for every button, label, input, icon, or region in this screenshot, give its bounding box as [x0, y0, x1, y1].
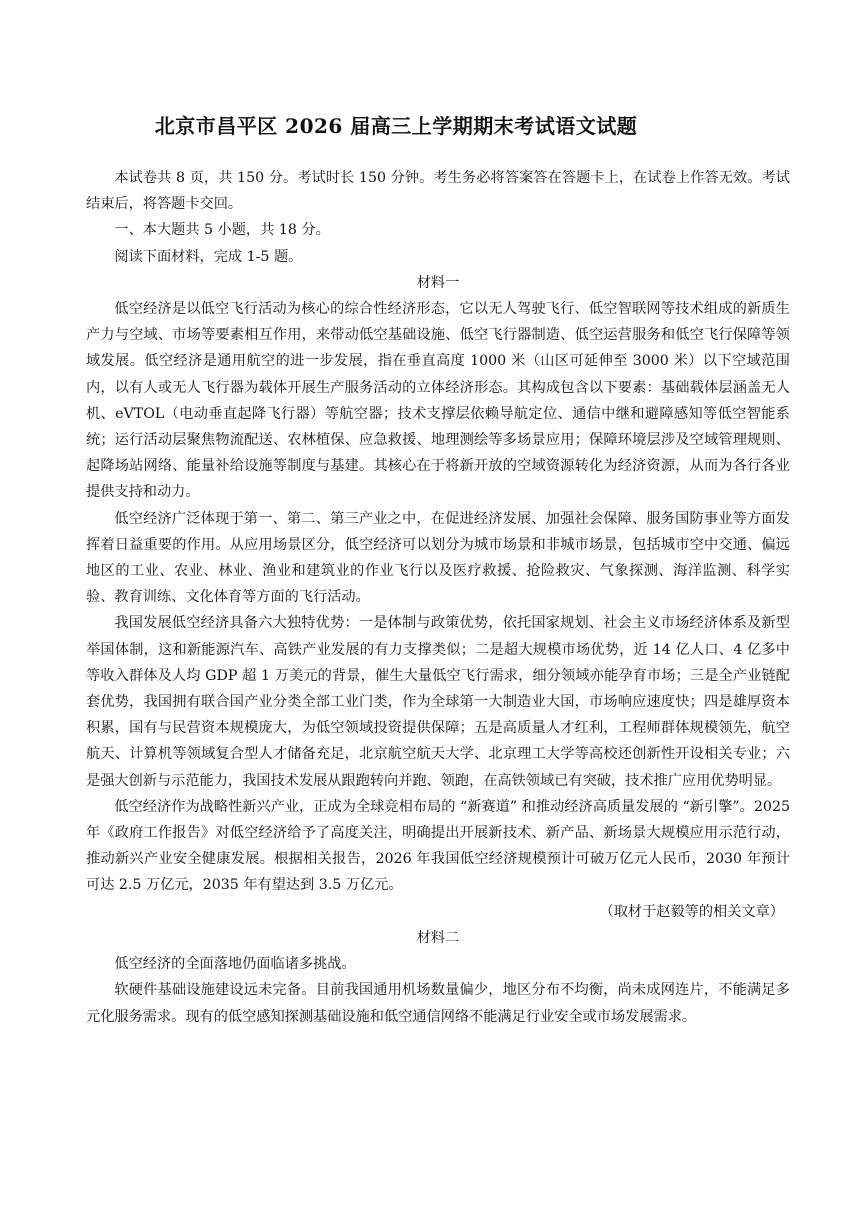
reading-instruction: 阅读下面材料，完成 1-5 题。	[114, 248, 303, 265]
exam-title: 北京市昌平区 2026 届高三上学期期末考试语文试题	[154, 114, 638, 138]
material-one-paragraph-3: 我国发展低空经济具备六大独特优势：一是体制与政策优势，依托国家规划、社会主义市场经济体系及新型举国体制，这和新能源汽车、高铁产业发展的有力支撑类似；二是超大规模市场优势，近 14 亿人口、4 亿多中等收入群体及人均 GDP 超 1 万美元的背景，催生大量低空飞行需求，细分领域亦能孕育市场；三是全产业链配套优势，我国拥有联合国产业分类全部工业门类，作为全球第一大制造业大国，市场响应速度快；四是雄厚资本积累，国有与民营资本规模庞大，为低空领域投资提供保障；五是高质量人才红利，工程师群体规模领先，航空航天、计算机等领域复合型人才储备充足，北京航空航天大学、北京理工大学等高校还创新性开设相关专业；六是强大创新与示范能力，我国技术发展从跟跑转向并跑、领跑，在高铁领域已有突破，技术推广应用优势明显。	[86, 615, 790, 789]
material-one-source: （取材于赵毅等的相关文章）	[599, 903, 784, 920]
section-heading: 一、本大题共 5 小题，共 18 分。	[114, 222, 330, 239]
material-two-paragraph-2: 软硬件基础设施建设远未完备。目前我国通用机场数量偏少，地区分布不均衡，尚未成网连片，不能满足多元化服务需求。现有的低空感知探测基础设施和低空通信网络不能满足行业安全或市场发展需求。	[86, 982, 790, 1025]
material-one-paragraph-4: 低空经济作为战略性新兴产业，正成为全球竞相布局的 “新赛道” 和推动经济高质量发展的 “新引擎”。2025 年《政府工作报告》对低空经济给予了高度关注，明确提出开展新技术、新产品、新场景大规模应用示范行动，推动新兴产业安全健康发展。根据相关报告，2026 年我国低空经济规模预计可破万亿元人民币，2030 年预计可达 2.5 万亿元，2035 年有望达到 3.5 万亿元。	[86, 798, 790, 894]
material-two-heading: 材料二	[416, 929, 460, 946]
exam-body	[86, 165, 790, 1030]
material-one-heading: 材料一	[416, 274, 460, 291]
material-one-paragraph-1: 低空经济是以低空飞行活动为核心的综合性经济形态，它以无人驾驶飞行、低空智联网等技术组成的新质生产力与空域、市场等要素相互作用，来带动低空基础设施、低空飞行器制造、低空运营服务和低空飞行保障等领域发展。低空经济是通用航空的进一步发展，指在垂直高度 1000 米（山区可延伸至 3000 米）以下空域范围内，以有人或无人飞行器为载体开展生产服务活动的立体经济形态。其构成包含以下要素：基础载体层涵盖无人机、eVTOL（电动垂直起降飞行器）等航空器；技术支撑层依赖导航定位、通信中继和避障感知等低空智能系统；运行活动层聚焦物流配送、农林植保、应急救援、地理测绘等多场景应用；保障环境层涉及空域管理规则、起降场站网络、能量补给设施等制度与基建。其核心在于将新开放的空域资源转化为经济资源，从而为各行各业提供支持和动力。	[86, 301, 790, 501]
material-two-paragraph-1: 低空经济的全面落地仍面临诸多挑战。	[114, 956, 356, 973]
material-one-paragraph-2: 低空经济广泛体现于第一、第二、第三产业之中，在促进经济发展、加强社会保障、服务国防事业等方面发挥着日益重要的作用。从应用场景区分，低空经济可以划分为城市场景和非城市场景，包括城市空中交通、偏远地区的工业、农业、林业、渔业和建筑业的作业飞行以及医疗救援、抢险救灾、气象探测、海洋监测、科学实验、教育训练、文化体育等方面的飞行活动。	[86, 510, 790, 606]
intro-paragraph: 本试卷共 8 页，共 150 分。考试时长 150 分钟。考生务必将答案答在答题卡上，在试卷上作答无效。考试结束后，将答题卡交回。	[86, 170, 790, 213]
